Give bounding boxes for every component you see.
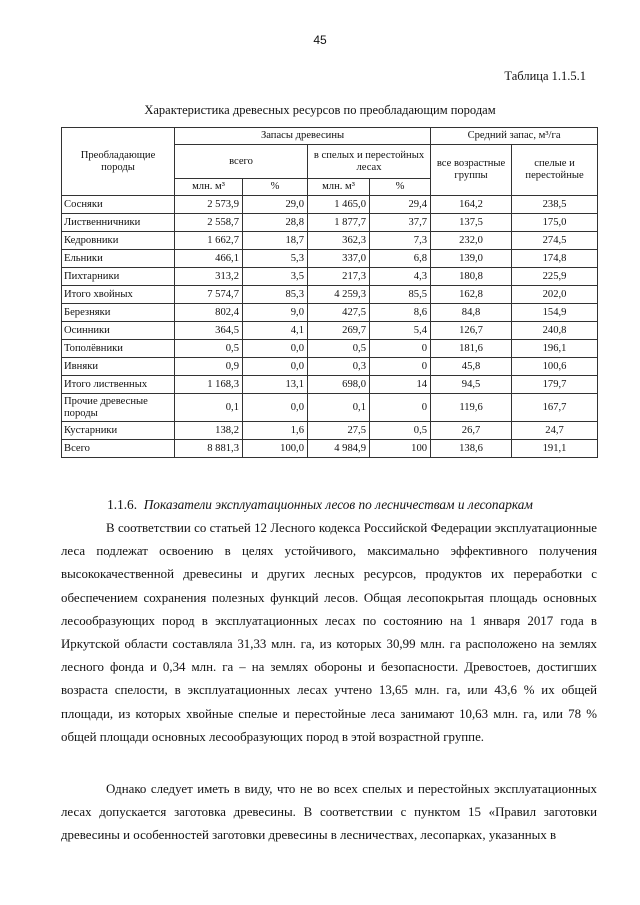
table-row xyxy=(62,214,598,232)
cell-avg-all: 180,8 xyxy=(431,268,512,286)
cell-avg-mature: 240,8 xyxy=(512,322,598,340)
header-unit-percent: % xyxy=(243,179,308,196)
table-row xyxy=(62,358,598,376)
cell-total-volume: 1 168,3 xyxy=(175,376,243,394)
cell-mature-volume: 4 984,9 xyxy=(308,440,370,458)
cell-avg-mature: 274,5 xyxy=(512,232,598,250)
cell-mature-volume: 337,0 xyxy=(308,250,370,268)
cell-mature-percent: 100 xyxy=(370,440,431,458)
header-total: всего xyxy=(175,145,308,179)
cell-total-percent: 0,0 xyxy=(243,358,308,376)
header-avg-stock: Средний запас, м³/га xyxy=(431,128,598,145)
table-row xyxy=(62,268,598,286)
table-row xyxy=(62,304,598,322)
row-name: Березняки xyxy=(62,304,175,322)
cell-total-volume: 0,1 xyxy=(175,394,243,422)
cell-total-percent: 29,0 xyxy=(243,196,308,214)
table-row xyxy=(62,340,598,358)
cell-total-volume: 7 574,7 xyxy=(175,286,243,304)
cell-avg-mature: 202,0 xyxy=(512,286,598,304)
cell-total-volume: 2 558,7 xyxy=(175,214,243,232)
cell-avg-all: 119,6 xyxy=(431,394,512,422)
cell-avg-all: 162,8 xyxy=(431,286,512,304)
row-name: Осинники xyxy=(62,322,175,340)
cell-mature-volume: 1 877,7 xyxy=(308,214,370,232)
cell-total-percent: 18,7 xyxy=(243,232,308,250)
cell-total-percent: 0,0 xyxy=(243,394,308,422)
cell-avg-all: 139,0 xyxy=(431,250,512,268)
table-row xyxy=(62,422,598,440)
cell-mature-volume: 217,3 xyxy=(308,268,370,286)
cell-total-percent: 28,8 xyxy=(243,214,308,232)
cell-total-volume: 466,1 xyxy=(175,250,243,268)
table-row xyxy=(62,232,598,250)
cell-mature-volume: 269,7 xyxy=(308,322,370,340)
cell-mature-percent: 37,7 xyxy=(370,214,431,232)
cell-total-percent: 100,0 xyxy=(243,440,308,458)
body-paragraph: В соответствии со статьей 12 Лесного кодекса Российской Федерации эксплуатационные леса подлежат освоению в целях устойчивого, максимально эффективного получения высококачественной древесины и других лесных ресурсов, продуктов их переработки с обеспечением сохранения полезных функций лесов. Общая лесопокрытая площадь основных лесообразующих пород в эксплуатационных лесах по состоянию на 1 января 2017 года в Иркутской области составляла 31,33 млн. га, из которых 30,99 млн. га расположено на землях лесного фонда и 0,34 млн. га – на землях обороны и безопасности. Древостоев, достигших возраста спелости, в эксплуатационных лесах учтено 13,65 млн. га, или 43,6 % их общей площади, из которых хвойные спелые и перестойные леса занимают 10,63 млн. га, или 78 % общей площади основных лесообразующих пород в этой возрастной группе. xyxy=(61,521,597,744)
row-name: Всего xyxy=(62,440,175,458)
table-row xyxy=(62,440,598,458)
cell-avg-all: 84,8 xyxy=(431,304,512,322)
cell-total-volume: 0,5 xyxy=(175,340,243,358)
cell-total-percent: 85,3 xyxy=(243,286,308,304)
page-number: 45 xyxy=(313,33,327,47)
cell-avg-all: 164,2 xyxy=(431,196,512,214)
cell-avg-all: 26,7 xyxy=(431,422,512,440)
cell-avg-all: 94,5 xyxy=(431,376,512,394)
cell-mature-volume: 4 259,3 xyxy=(308,286,370,304)
cell-avg-all: 126,7 xyxy=(431,322,512,340)
section-heading xyxy=(0,497,640,513)
table-row xyxy=(62,394,598,422)
cell-mature-percent: 5,4 xyxy=(370,322,431,340)
cell-mature-percent: 8,6 xyxy=(370,304,431,322)
row-name: Ивняки xyxy=(62,358,175,376)
cell-mature-percent: 0 xyxy=(370,358,431,376)
cell-total-volume: 802,4 xyxy=(175,304,243,322)
header-all-ages: все возрастные группы xyxy=(431,145,512,196)
body-paragraph: Однако следует иметь в виду, что не во всех спелых и перестойных эксплуатационных лесах допускается заготовка древесины. В соответствии с пунктом 15 «Правил заготовки древесины и особенностей заготовки древесины в лесничествах, лесопарках, указанных в xyxy=(61,782,597,843)
cell-total-percent: 3,5 xyxy=(243,268,308,286)
cell-avg-mature: 100,6 xyxy=(512,358,598,376)
table-row xyxy=(62,250,598,268)
cell-mature-percent: 29,4 xyxy=(370,196,431,214)
header-stocks: Запасы древесины xyxy=(175,128,431,145)
cell-mature-volume: 1 465,0 xyxy=(308,196,370,214)
cell-mature-percent: 4,3 xyxy=(370,268,431,286)
cell-avg-mature: 238,5 xyxy=(512,196,598,214)
cell-total-percent: 4,1 xyxy=(243,322,308,340)
header-unit-volume: млн. м³ xyxy=(308,179,370,196)
cell-avg-mature: 225,9 xyxy=(512,268,598,286)
section-title: Показатели эксплуатационных лесов по лесничествам и лесопаркам xyxy=(143,497,533,512)
cell-mature-volume: 0,1 xyxy=(308,394,370,422)
cell-mature-percent: 85,5 xyxy=(370,286,431,304)
cell-avg-mature: 175,0 xyxy=(512,214,598,232)
cell-total-percent: 1,6 xyxy=(243,422,308,440)
row-name: Кедровники xyxy=(62,232,175,250)
cell-total-percent: 0,0 xyxy=(243,340,308,358)
table-row xyxy=(62,322,598,340)
cell-total-volume: 8 881,3 xyxy=(175,440,243,458)
table-label: Таблица 1.1.5.1 xyxy=(504,69,586,83)
table-title: Характеристика древесных ресурсов по преобладающим породам xyxy=(144,103,496,117)
row-name: Сосняки xyxy=(62,196,175,214)
cell-mature-percent: 14 xyxy=(370,376,431,394)
cell-avg-mature: 154,9 xyxy=(512,304,598,322)
row-name: Лиственничники xyxy=(62,214,175,232)
cell-mature-volume: 27,5 xyxy=(308,422,370,440)
cell-avg-all: 137,5 xyxy=(431,214,512,232)
cell-mature-volume: 427,5 xyxy=(308,304,370,322)
cell-total-volume: 364,5 xyxy=(175,322,243,340)
cell-total-percent: 5,3 xyxy=(243,250,308,268)
cell-mature-volume: 362,3 xyxy=(308,232,370,250)
cell-avg-all: 138,6 xyxy=(431,440,512,458)
table-row xyxy=(62,286,598,304)
cell-avg-all: 181,6 xyxy=(431,340,512,358)
cell-avg-mature: 167,7 xyxy=(512,394,598,422)
section-number: 1.1.6. xyxy=(107,497,138,512)
table-row xyxy=(62,376,598,394)
table-row xyxy=(62,196,598,214)
cell-total-volume: 138,2 xyxy=(175,422,243,440)
cell-total-volume: 2 573,9 xyxy=(175,196,243,214)
cell-total-volume: 1 662,7 xyxy=(175,232,243,250)
row-name: Ельники xyxy=(62,250,175,268)
cell-avg-mature: 191,1 xyxy=(512,440,598,458)
cell-avg-mature: 179,7 xyxy=(512,376,598,394)
cell-avg-mature: 24,7 xyxy=(512,422,598,440)
cell-mature-percent: 0,5 xyxy=(370,422,431,440)
row-name: Прочие древесные породы xyxy=(62,394,175,422)
cell-mature-percent: 7,3 xyxy=(370,232,431,250)
cell-avg-mature: 196,1 xyxy=(512,340,598,358)
cell-mature-volume: 0,3 xyxy=(308,358,370,376)
cell-total-volume: 0,9 xyxy=(175,358,243,376)
cell-mature-percent: 6,8 xyxy=(370,250,431,268)
cell-total-percent: 13,1 xyxy=(243,376,308,394)
cell-avg-all: 232,0 xyxy=(431,232,512,250)
header-mature: в спелых и перестойных лесах xyxy=(308,145,431,179)
row-name: Тополёвники xyxy=(62,340,175,358)
row-name: Итого хвойных xyxy=(62,286,175,304)
cell-mature-volume: 0,5 xyxy=(308,340,370,358)
cell-mature-percent: 0 xyxy=(370,340,431,358)
species-resources-table xyxy=(61,127,598,458)
cell-mature-percent: 0 xyxy=(370,394,431,422)
cell-avg-all: 45,8 xyxy=(431,358,512,376)
header-species: Преобладающие породы xyxy=(62,128,175,196)
row-name: Кустарники xyxy=(62,422,175,440)
cell-total-volume: 313,2 xyxy=(175,268,243,286)
header-unit-volume: млн. м³ xyxy=(175,179,243,196)
cell-avg-mature: 174,8 xyxy=(512,250,598,268)
header-mature-over: спелые и перестойные xyxy=(512,145,598,196)
row-name: Итого лиственных xyxy=(62,376,175,394)
row-name: Пихтарники xyxy=(62,268,175,286)
cell-total-percent: 9,0 xyxy=(243,304,308,322)
cell-mature-volume: 698,0 xyxy=(308,376,370,394)
header-unit-percent: % xyxy=(370,179,431,196)
